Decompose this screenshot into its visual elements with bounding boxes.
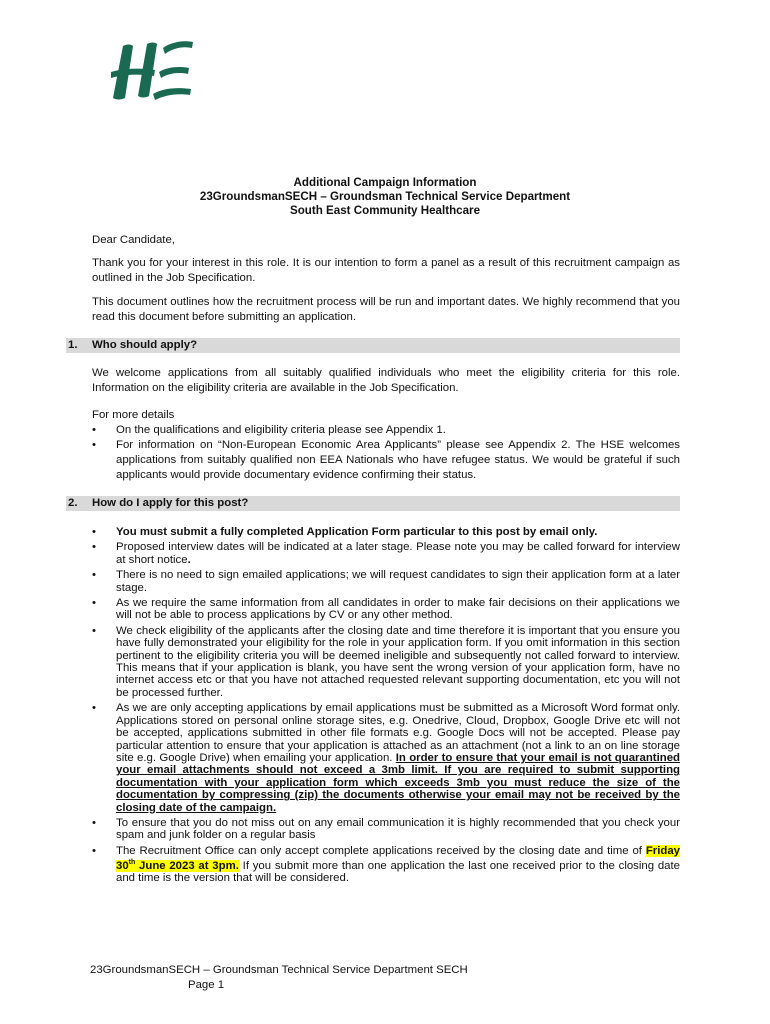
greeting: Dear Candidate, <box>92 234 175 246</box>
page-footer <box>90 963 468 993</box>
bullet-icon: • <box>92 439 96 451</box>
hse-logo <box>103 38 195 104</box>
details-label: For more details <box>92 409 175 421</box>
bullet-icon: • <box>92 424 96 436</box>
list-item: • The Recruitment Office can only accept complete applications received by the closing date and time of Friday 30th June 2023 at 3pm. If you submit more than one application the last one received prior to the closing date and time is the version that will be considered. <box>92 844 680 885</box>
doc-title: Additional Campaign Information <box>293 176 477 189</box>
bullet-icon: • <box>92 702 96 715</box>
bullet-icon: • <box>92 624 96 637</box>
list-item: • For information on “Non-European Economic Area Applicants” please see Appendix 2. The HSE welcomes applications from suitably qualified non EEA Nationals who have refugee status. We would be grateful if such applicants would provide documentary evidence confirming their status. <box>92 439 680 481</box>
list-item: • Proposed interview dates will be indicated at a later stage. Please note you may be called forward for interview at short notice. <box>92 541 680 566</box>
bullet-icon: • <box>92 597 96 610</box>
organisation-title: South East Community Healthcare <box>289 204 481 217</box>
bullet-icon: • <box>92 541 96 554</box>
section-1-bullets <box>92 423 680 483</box>
list-item: • There is no need to sign emailed applications; we will request candidates to sign their application form at a later stage. <box>92 569 680 594</box>
closing-date-highlight: Friday 30th June 2023 at 3pm. <box>116 844 680 872</box>
bullet-icon: • <box>92 844 96 857</box>
list-item: • You must submit a fully completed Application Form particular to this post by email only. <box>92 526 598 538</box>
section-number: 1. <box>68 339 78 351</box>
section-2-bullets <box>92 526 680 885</box>
bullet-icon: • <box>92 816 96 829</box>
footer-text: 23GroundsmanSECH – Groundsman Technical Service Department SECH <box>90 964 468 976</box>
page-number: Page 1 <box>188 979 225 991</box>
bullet-icon: • <box>92 526 96 538</box>
list-item: • As we require the same information from all candidates in order to make fair decisions on their applications we will not be able to process applications by CV or any other method. <box>92 597 680 622</box>
intro-paragraph-2: This document outlines how the recruitment process will be run and important dates. We highly recommend that you read this document before submitting an application. <box>92 296 680 323</box>
section-title: Who should apply? <box>92 339 198 351</box>
section-1-heading <box>66 338 680 353</box>
bullet-icon: • <box>92 569 96 582</box>
list-item: • As we are only accepting applications by email applications must be submitted as a Microsoft Word format only. Applications stored on personal online storage sites, e.g. Onedrive, Cloud, Dropbox, Google Drive etc will not be accepted, applications submitted in other file formats e.g. Google Docs will not be accepted. Please pay particular attention to ensure that your application is attached as an attachment (not a link to an on line storage site e.g. Google Drive) when emailing your application. In order to ensure that your email is not quarantined your email attachments should not exceed a 3mb limit. If you are required to submit supporting documentation with your application form which exceeds 3mb you must reduce the size of the documentation by compressing (zip) the documents otherwise your email may not be received by the closing date of the campaign. <box>92 702 680 814</box>
list-item: • To ensure that you do not miss out on any email communication it is highly recommended that you check your spam and junk folder on a regular basis <box>92 816 680 842</box>
email-size-warning: In order to ensure that your email is not quarantined your email attachments should not exceed a 3mb limit. If you are required to submit supporting documentation with your application form which exceeds 3mb you must reduce the size of the documentation by compressing (zip) the documents otherwise your email may not be received by the closing date of the campaign. <box>116 751 680 814</box>
list-item: • On the qualifications and eligibility criteria please see Appendix 1. <box>92 424 446 436</box>
section-2-heading <box>66 496 680 511</box>
list-item: • We check eligibility of the applicants after the closing date and time therefore it is important that you ensure you have fully demonstrated your eligibility for the role in your application form. If you omit information in this section pertinent to the eligibility criteria you will be deemed ineligible and subsequently not called forward to interview. This means that if your application is blank, you have sent the wrong version of your application form, have no internet access etc or that you have not attached requested relevant supporting documentation, etc you will not be processed further. <box>92 624 680 699</box>
campaign-title: 23GroundsmanSECH – Groundsman Technical Service Department <box>199 190 571 203</box>
intro-paragraph-1: Thank you for your interest in this role. It is our intention to form a panel as a result of this recruitment campaign as outlined in the Job Specification. <box>92 257 680 284</box>
section-number: 2. <box>68 497 78 509</box>
section-title: How do I apply for this post? <box>92 497 249 509</box>
section-1-paragraph: We welcome applications from all suitably qualified individuals who meet the eligibility criteria for this role. Information on the eligibility criteria are available in the Job Specification. <box>92 367 680 394</box>
